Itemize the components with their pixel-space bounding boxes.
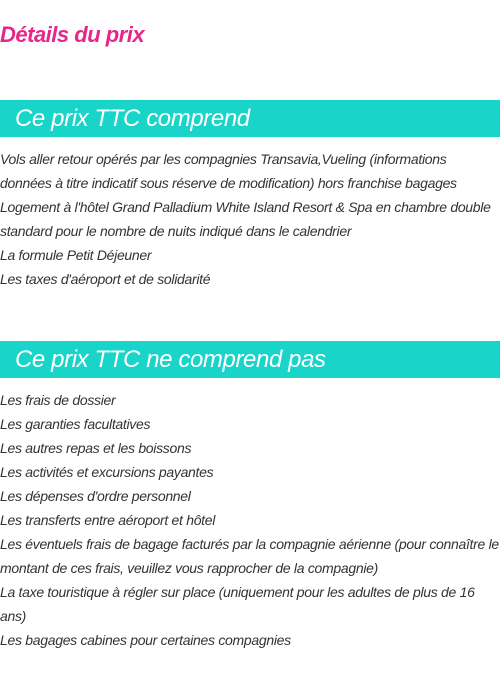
excluded-item: Les frais de dossier bbox=[0, 392, 116, 408]
excluded-item: Les transferts entre aéroport et hôtel bbox=[0, 512, 216, 528]
included-list bbox=[0, 147, 500, 291]
included-item: Logement à l'hôtel Grand Palladium White Island Resort & Spa en chambre double standard pour le nombre de nuits indiqué dans le calendrier bbox=[0, 199, 491, 239]
included-item: Vols aller retour opérés par les compagnies Transavia,Vueling (informations données à titre indicatif sous réserve de modification) hors franchise bagages bbox=[0, 151, 457, 191]
excluded-heading: Ce prix TTC ne comprend pas bbox=[15, 346, 326, 373]
excluded-list bbox=[0, 388, 500, 652]
excluded-section-header bbox=[0, 341, 500, 378]
excluded-item: La taxe touristique à régler sur place (uniquement pour les adultes de plus de 16 ans) bbox=[0, 584, 475, 624]
excluded-item: Les garanties facultatives bbox=[0, 416, 151, 432]
page-title: Détails du prix bbox=[0, 22, 145, 47]
included-item: Les taxes d'aéroport et de solidarité bbox=[0, 271, 211, 287]
excluded-item: Les éventuels frais de bagage facturés par la compagnie aérienne (pour connaître le montant de ces frais, veuillez vous rapprocher de la compagnie) bbox=[0, 536, 499, 576]
excluded-item: Les autres repas et les boissons bbox=[0, 440, 192, 456]
included-section-header bbox=[0, 100, 500, 137]
excluded-item: Les bagages cabines pour certaines compagnies bbox=[0, 632, 291, 648]
excluded-item: Les dépenses d'ordre personnel bbox=[0, 488, 191, 504]
excluded-item: Les activités et excursions payantes bbox=[0, 464, 214, 480]
included-item: La formule Petit Déjeuner bbox=[0, 247, 152, 263]
included-heading: Ce prix TTC comprend bbox=[15, 105, 250, 132]
